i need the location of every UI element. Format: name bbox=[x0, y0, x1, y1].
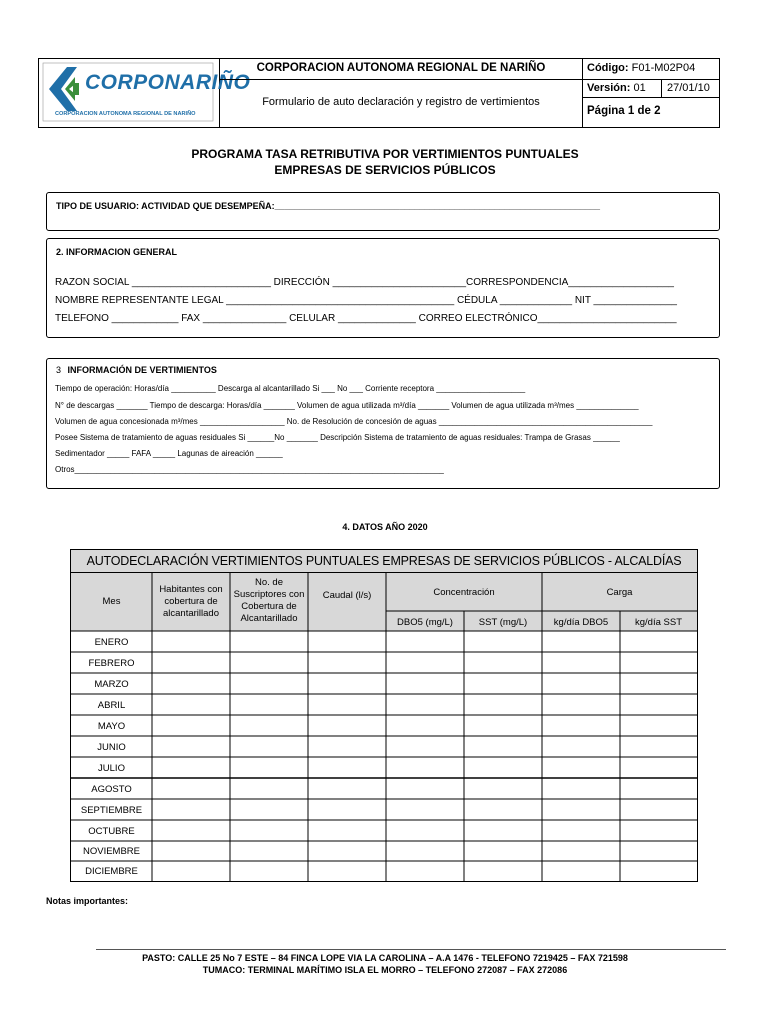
general-info-line3[interactable]: TELEFONO ____________ FAX _______________ CELULAR ______________ CORREO ELECTRÓNICO_________________________ bbox=[55, 313, 677, 324]
table-title: AUTODECLARACIÓN VERTIMIENTOS PUNTUALES EMPRESAS DE SERVICIOS PÚBLICOS - ALCALDÍAS bbox=[86, 554, 682, 568]
version-label: Versión: bbox=[587, 82, 631, 94]
month-row-label: DICIEMBRE bbox=[85, 866, 138, 877]
version-row bbox=[587, 82, 646, 94]
form-title: Formulario de auto declaración y registro de vertimientos bbox=[262, 96, 540, 108]
footer-rule bbox=[96, 949, 726, 950]
discharge-line1[interactable]: Tiempo de operación: Horas/día __________ Descarga al alcantarillado Si ___ No ___ Corriente receptora ____________________ bbox=[55, 384, 526, 393]
logo-cell bbox=[39, 59, 251, 127]
col-header-sst: SST (mg/L) bbox=[478, 617, 528, 628]
general-info-line1[interactable]: RAZON SOCIAL _________________________ DIRECCIÓN ________________________CORRESPONDENCIA___________________ bbox=[55, 277, 674, 288]
date-value: 27/01/10 bbox=[667, 82, 710, 94]
discharge-info-box bbox=[46, 358, 720, 489]
program-title-line2: EMPRESAS DE SERVICIOS PÚBLICOS bbox=[274, 163, 496, 177]
data-year-heading: 4. DATOS AÑO 2020 bbox=[342, 522, 428, 532]
month-row-label: ABRIL bbox=[97, 700, 126, 711]
col-header-habitantes: Habitantes con cobertura de alcantarillado bbox=[159, 584, 223, 619]
logo-text: CORPONARIÑO bbox=[85, 71, 251, 94]
col-header-concentracion: Concentración bbox=[433, 587, 495, 598]
month-row-label: JULIO bbox=[98, 763, 125, 774]
general-info-line2[interactable]: NOMBRE REPRESENTANTE LEGAL _________________________________________ CÉDULA _____________ NIT _______________ bbox=[55, 295, 677, 306]
code-label: Código: bbox=[587, 62, 629, 74]
title-cell bbox=[220, 59, 583, 127]
org-name: CORPORACION AUTONOMA REGIONAL DE NARIÑO bbox=[256, 62, 546, 74]
page-indicator: Página 1 de 2 bbox=[587, 105, 661, 117]
code-value: F01-M02P04 bbox=[631, 62, 696, 74]
meta-cell bbox=[583, 59, 719, 127]
col-header-dbo5: DBO5 (mg/L) bbox=[397, 617, 453, 628]
month-row-label: OCTUBRE bbox=[88, 826, 135, 837]
col-header-suscriptores: No. de Suscriptores con Cobertura de Alcantarillado bbox=[233, 577, 305, 624]
month-row-label: NOVIEMBRE bbox=[82, 846, 140, 857]
version-value: 01 bbox=[633, 82, 646, 94]
discharge-line3[interactable]: Volumen de agua concesionada m³/mes ___________________ No. de Resolución de concesión de aguas ________________________________________________ bbox=[55, 417, 653, 426]
month-row-label: MAYO bbox=[97, 721, 126, 732]
logo-subtext: CORPORACION AUTONOMA REGIONAL DE NARIÑO bbox=[55, 111, 196, 117]
discharge-heading-text: INFORMACIÓN DE VERTIMIENTOS bbox=[67, 365, 217, 375]
program-title-line1: PROGRAMA TASA RETRIBUTIVA POR VERTIMIENTOS PUNTUALES bbox=[191, 147, 579, 161]
month-row-label: ENERO bbox=[94, 637, 129, 648]
user-type-box bbox=[46, 192, 720, 231]
data-table bbox=[70, 549, 698, 882]
discharge-heading-num: 3 bbox=[56, 365, 62, 375]
month-row-label: SEPTIEMBRE bbox=[80, 805, 143, 816]
discharge-line4[interactable]: Posee Sistema de tratamiento de aguas residuales Si ______No _______ Descripción Sistema de tratamiento de aguas residuales: Trampa de Grasas ______ bbox=[55, 433, 620, 442]
col-header-carga: Carga bbox=[606, 587, 633, 598]
month-row-label: MARZO bbox=[94, 679, 129, 690]
col-header-kg-sst: kg/día SST bbox=[635, 617, 682, 628]
month-row-label: FEBRERO bbox=[88, 658, 135, 669]
col-header-mes: Mes bbox=[102, 596, 121, 607]
header-table bbox=[38, 58, 720, 128]
month-row-label: JUNIO bbox=[97, 742, 126, 753]
discharge-line2[interactable]: N° de descargas _______ Tiempo de descarga: Horas/día _______ Volumen de agua utilizada m³/día _______ Volumen de agua utilizada m³/mes ______________ bbox=[55, 401, 639, 410]
general-info-heading: 2. INFORMACION GENERAL bbox=[56, 247, 178, 257]
user-type-line[interactable]: TIPO DE USUARIO: ACTIVIDAD QUE DESEMPEÑA:_________________________________________________________________ bbox=[56, 201, 601, 211]
table-grid bbox=[71, 550, 697, 881]
discharge-heading bbox=[56, 365, 217, 375]
col-header-caudal: Caudal (l/s) bbox=[322, 590, 372, 601]
notes-label: Notas importantes: bbox=[46, 896, 129, 906]
footer-line2: TUMACO: TERMINAL MARÍTIMO ISLA EL MORRO – TELEFONO 272087 – FAX 272086 bbox=[202, 965, 568, 975]
discharge-line5[interactable]: Sedimentador _____ FAFA _____ Lagunas de aireación ______ bbox=[55, 449, 283, 458]
month-row-label: AGOSTO bbox=[91, 784, 132, 795]
general-info-box bbox=[46, 238, 720, 338]
footer-line1: PASTO: CALLE 25 No 7 ESTE – 84 FINCA LOPE VIA LA CAROLINA – A.A 1476 - TELEFONO 7219425 – FAX 721598 bbox=[142, 953, 628, 963]
discharge-line6[interactable]: Otros___________________________________________________________________________________ bbox=[55, 465, 444, 474]
code-row bbox=[587, 62, 695, 74]
col-header-kg-dbo5: kg/día DBO5 bbox=[553, 617, 609, 628]
